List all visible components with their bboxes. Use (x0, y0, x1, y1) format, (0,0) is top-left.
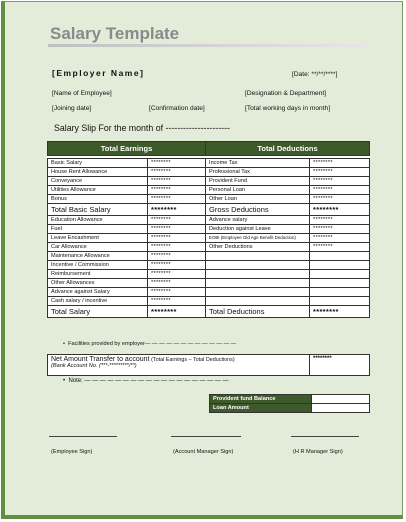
net-amount-formula: (Total Earnings – Total Deductions) (151, 357, 235, 363)
working-days-field: [Total working days in month] (245, 105, 331, 112)
total-deductions-value: ******** (310, 306, 370, 318)
earnings-header: Total Earnings (48, 142, 206, 156)
empty-cell (310, 288, 370, 297)
empty-cell (310, 261, 370, 270)
table-row (48, 225, 370, 234)
earning-label: Fuel (48, 225, 148, 234)
date-field: [Date: **/**/****] (292, 71, 338, 78)
empty-cell (206, 252, 310, 261)
earning-label: Maintenance Allowance (48, 252, 148, 261)
deduction-value: ******** (310, 225, 370, 234)
earning-label: Car Allowance (48, 243, 148, 252)
bullet-icon: • (63, 341, 65, 347)
empty-cell (310, 297, 370, 306)
deduction-label: Other Deductions (206, 243, 310, 252)
table-row (48, 279, 370, 288)
earning-label: Leave Encashment (48, 234, 148, 243)
earning-label: Bonus (48, 195, 148, 204)
empty-cell (310, 270, 370, 279)
table-row (48, 159, 370, 168)
deduction-label: Income Tax (206, 159, 310, 168)
earning-label: Utilities Allowance (48, 186, 148, 195)
joining-date-field: [Joining date] (52, 105, 92, 112)
table-row (48, 234, 370, 243)
loan-amount-value (312, 404, 370, 413)
earning-label: Conveyance (48, 177, 148, 186)
table-row (48, 243, 370, 252)
empty-cell (310, 252, 370, 261)
subtotal-earning-label: Total Basic Salary (48, 204, 148, 216)
deduction-value: ******** (310, 216, 370, 225)
employee-sign-label: (Employee Sign) (51, 449, 93, 455)
account-manager-sign-line (171, 436, 241, 437)
employee-name-field: [Name of Employee] (52, 90, 112, 97)
earning-value: ******** (148, 270, 206, 279)
deduction-label: Professional Tax (206, 168, 310, 177)
designation-field: [Designation & Department] (245, 90, 326, 97)
earning-label: Advance against Salary (48, 288, 148, 297)
net-amount-label: Net Amount Transfer to account (51, 356, 150, 363)
earning-label: Cash salary / incentive (48, 297, 148, 306)
employee-sign-line (49, 436, 117, 437)
subtotal-earning-value: ******** (148, 204, 206, 216)
pf-balance-label: Provident fund Balance (210, 395, 312, 404)
deduction-value: ******** (310, 168, 370, 177)
facilities-line (63, 341, 236, 347)
earning-value: ******** (148, 297, 206, 306)
table-row (48, 261, 370, 270)
deduction-label: Provident Fund (206, 177, 310, 186)
earning-value: ******** (148, 288, 206, 297)
table-row (48, 186, 370, 195)
earning-value: ******** (148, 252, 206, 261)
table-row (48, 270, 370, 279)
employer-name: [Employer Name] (52, 68, 145, 78)
page-title: Salary Template (50, 24, 180, 43)
note-line (63, 378, 228, 384)
subtotal-deduction-value: ******** (310, 204, 370, 216)
earning-label: Education Allowance (48, 216, 148, 225)
subtotal-deduction-label: Gross Deductions (206, 204, 310, 216)
earning-value: ******** (148, 261, 206, 270)
table-row (48, 288, 370, 297)
table-row (48, 297, 370, 306)
bank-account: (Bank Account No. (***-*********/**) (51, 363, 137, 369)
deduction-value: ******** (310, 186, 370, 195)
title-rule (48, 44, 368, 47)
salary-table (47, 141, 370, 318)
earning-value: ******** (148, 225, 206, 234)
deduction-label: EOBI (Employee Old Age Benefit Deduction) (206, 234, 310, 243)
total-salary-label: Total Salary (48, 306, 148, 318)
earning-label: House Rent Allowance (48, 168, 148, 177)
earning-value: ******** (148, 159, 206, 168)
pf-balance-value (312, 395, 370, 404)
deduction-value: ******** (310, 177, 370, 186)
deduction-label: Other Loan (206, 195, 310, 204)
document-frame (1, 1, 403, 519)
note-text: Note: — — — — — — — — — — — — — — — — — — — (68, 378, 229, 384)
earning-value: ******** (148, 243, 206, 252)
table-row (48, 252, 370, 261)
deduction-value: ******** (310, 159, 370, 168)
pf-table (209, 394, 370, 413)
bullet-icon: • (63, 378, 66, 384)
facilities-text: Facilities provided by employer— — — — — — — — — — — — — (68, 341, 237, 347)
total-row (48, 306, 370, 318)
table-row (48, 195, 370, 204)
total-salary-value: ******** (148, 306, 206, 318)
table-row (48, 177, 370, 186)
net-amount-table (47, 354, 370, 376)
empty-cell (206, 261, 310, 270)
table-row (48, 168, 370, 177)
deduction-label: Deduction against Leave (206, 225, 310, 234)
deductions-header: Total Deductions (206, 142, 370, 156)
confirmation-date-field: [Confirmation date] (149, 105, 205, 112)
account-manager-sign-label: (Account Manager Sign) (173, 449, 234, 455)
earning-value: ******** (148, 234, 206, 243)
slip-heading: Salary Slip For the month of ---------------------- (54, 123, 230, 133)
empty-cell (206, 279, 310, 288)
subtotal-row (48, 204, 370, 216)
earning-label: Incentive / Commission (48, 261, 148, 270)
loan-amount-label: Loan Amount (210, 404, 312, 413)
earning-label: Basic Salary (48, 159, 148, 168)
hr-manager-sign-line (291, 436, 359, 437)
deduction-label: Personal Loan (206, 186, 310, 195)
net-amount-value: ******** (310, 355, 370, 376)
earning-value: ******** (148, 195, 206, 204)
earning-value: ******** (148, 279, 206, 288)
earning-value: ******** (148, 168, 206, 177)
empty-cell (206, 270, 310, 279)
earning-value: ******** (148, 186, 206, 195)
empty-cell (206, 288, 310, 297)
empty-cell (310, 279, 370, 288)
empty-cell (206, 297, 310, 306)
total-deductions-label: Total Deductions (206, 306, 310, 318)
deduction-label: Advance salary (206, 216, 310, 225)
earning-label: Other Allowances (48, 279, 148, 288)
deduction-value: ******** (310, 243, 370, 252)
deduction-value: ******** (310, 234, 370, 243)
table-row (48, 216, 370, 225)
deduction-value: ******** (310, 195, 370, 204)
earning-value: ******** (148, 177, 206, 186)
earning-value: ******** (148, 216, 206, 225)
hr-manager-sign-label: (H R Manager Sign) (293, 449, 343, 455)
earning-label: Reimbursement (48, 270, 148, 279)
